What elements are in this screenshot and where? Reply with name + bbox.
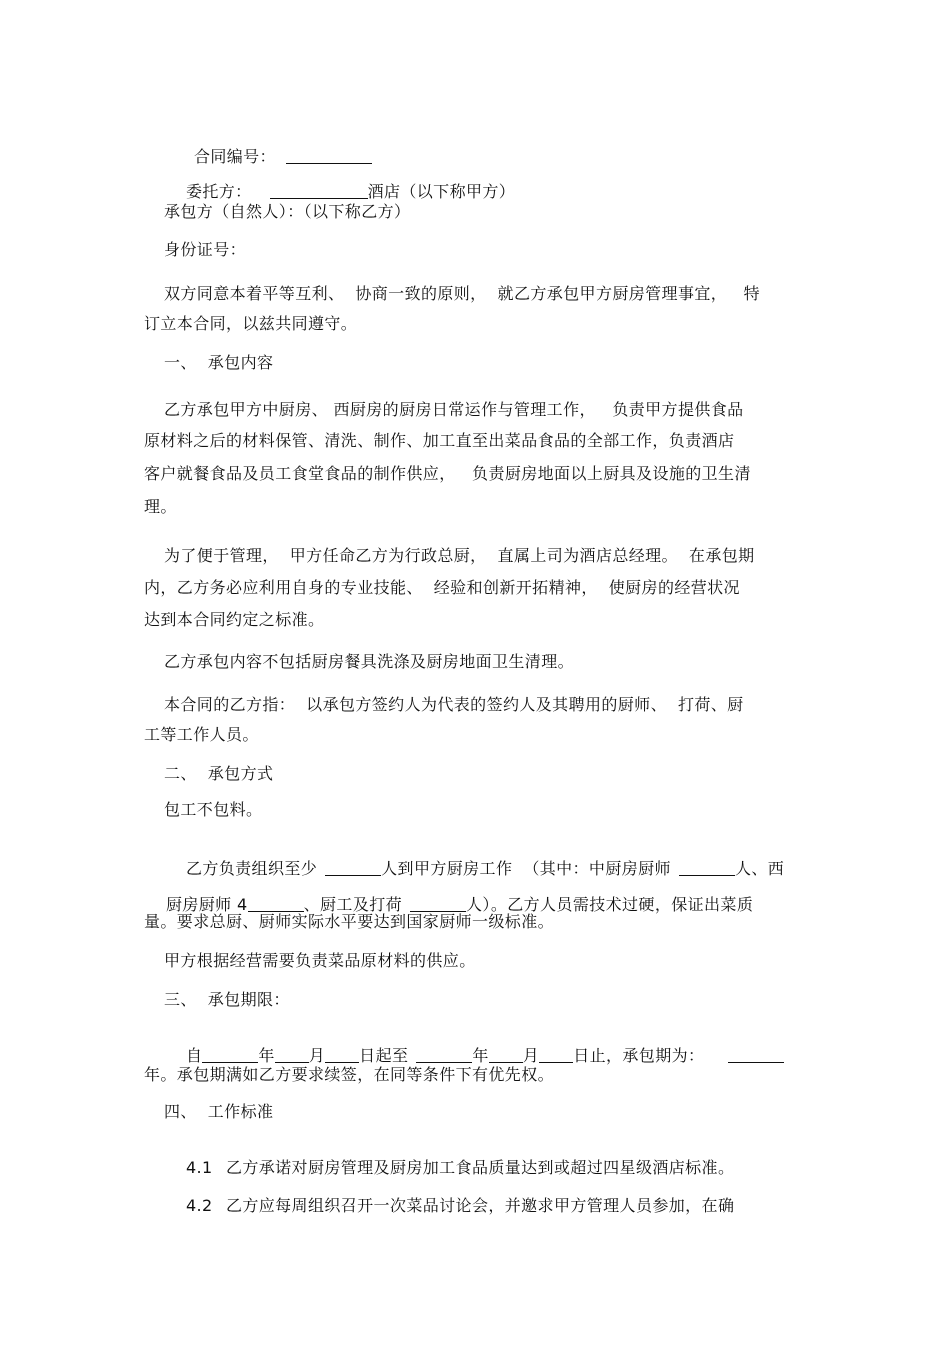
section-2-p2-text-d: 厨房厨师 4 (165, 895, 248, 914)
section-3-heading: 三、 承包期限： (164, 990, 290, 1009)
intro-line-1: 双方同意本着平等互利、 协商一致的原则， 就乙方承包甲方厨房管理事宜， 特 (164, 284, 761, 303)
start-month-blank (275, 1046, 309, 1063)
end-day-blank (539, 1046, 573, 1063)
item-4-1-number: 4.1 (185, 1158, 213, 1177)
end-month-blank (489, 1046, 523, 1063)
kitchen-worker-count-blank (410, 895, 466, 912)
term-line-2: 年。承包期满如乙方要求续签，在同等条件下有优先权。 (144, 1065, 555, 1084)
section-2-p3: 甲方根据经营需要负责菜品原材料的供应。 (164, 951, 476, 970)
section-1-p1-line-2: 原材料之后的材料保管、清洗、制作、加工直至出菜品食品的全部工作，负责酒店 (144, 431, 735, 450)
term-month-label: 月 (308, 1046, 326, 1065)
section-1-p2-line-3: 达到本合同约定之标准。 (144, 610, 325, 629)
contract-number-label: 合同编号： (193, 147, 276, 166)
term-year-label: 年 (258, 1046, 275, 1065)
section-2-p2-line-3: 量。要求总厨、厨师实际水平要达到国家厨师一级标准。 (144, 912, 555, 931)
section-1-p1-line-1: 乙方承包甲方中厨房、 西厨房的厨房日常运作与管理工作， 负责甲方提供食品 (164, 400, 744, 419)
standard-item-4-2 (164, 1176, 734, 1236)
section-4-heading: 四、 工作标准 (164, 1102, 274, 1121)
section-1-p4-line-2: 工等工作人员。 (144, 725, 259, 744)
section-2-p2-text-f: 人）。乙方人员需技术过硬，保证出菜质 (466, 895, 754, 914)
term-end-month-label: 月 (522, 1046, 540, 1065)
section-1-p4-line-1: 本合同的乙方指： 以承包方签约人为代表的签约人及其聘用的厨师、 打荷、厨 (164, 695, 744, 714)
client-blank (270, 182, 368, 199)
section-2-p2-text-b: 人到甲方厨房工作 （其中：中厨房厨师 (381, 859, 671, 878)
section-2-p2-text-c: 人、西 (734, 859, 785, 878)
start-day-blank (325, 1046, 359, 1063)
id-number-line: 身份证号： (164, 240, 247, 259)
section-1-p2-line-2: 内，乙方务必应利用自身的专业技能、 经验和创新开拓精神， 使厨房的经营状况 (144, 578, 740, 597)
client-label: 委托方： (185, 182, 252, 201)
term-length-blank (728, 1046, 784, 1063)
section-1-p3: 乙方承包内容不包括厨房餐具洗涤及厨房地面卫生清理。 (164, 652, 575, 671)
staff-count-blank (325, 859, 381, 876)
section-1-p1-line-3: 客户就餐食品及员工食堂食品的制作供应， 负责厨房地面以上厨具及设施的卫生清 (144, 464, 751, 483)
section-1-p2-line-1: 为了便于管理， 甲方任命乙方为行政总厨， 直属上司为酒店总经理。 在承包期 (164, 546, 755, 565)
section-2-heading: 二、 承包方式 (164, 764, 274, 783)
chinese-chef-count-blank (679, 859, 735, 876)
contractor-line: 承包方（自然人）：（以下称乙方） (164, 202, 411, 221)
term-from-label: 自 (185, 1046, 203, 1065)
term-end-year-label: 年 (472, 1046, 489, 1065)
section-2-p2-text-a: 乙方负责组织至少 (185, 859, 318, 878)
intro-line-2: 订立本合同，以兹共同遵守。 (144, 314, 358, 333)
start-year-blank (202, 1046, 258, 1063)
end-year-blank (416, 1046, 472, 1063)
western-chef-count-blank (248, 895, 304, 912)
section-1-heading: 一、 承包内容 (164, 353, 274, 372)
item-4-2-number: 4.2 (185, 1196, 213, 1215)
section-1-p1-line-4: 理。 (144, 497, 177, 516)
client-suffix: 酒店（以下称甲方） (367, 182, 516, 201)
section-2-p1: 包工不包料。 (164, 800, 263, 819)
section-2-p2-text-e: 、厨工及打荷 (303, 895, 403, 914)
term-start-day-label: 日起至 (359, 1046, 409, 1065)
item-4-1-text: 乙方承诺对厨房管理及厨房加工食品质量达到或超过四星级酒店标准。 (225, 1158, 735, 1177)
item-4-2-text: 乙方应每周组织召开一次菜品讨论会，并邀求甲方管理人员参加，在确 (225, 1196, 735, 1215)
term-end-day-label: 日止，承包期为： (573, 1046, 705, 1065)
